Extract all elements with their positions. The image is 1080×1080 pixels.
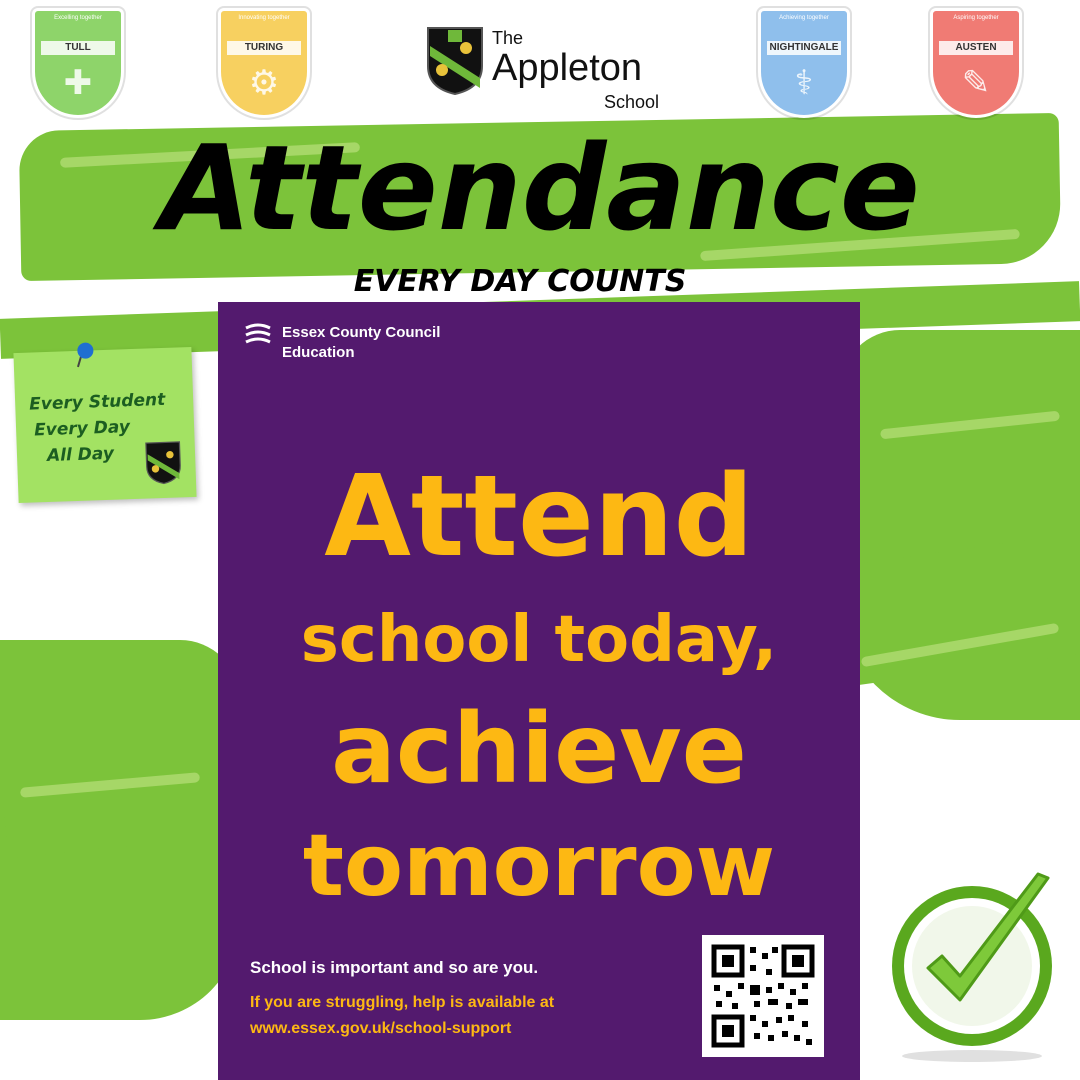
house-name: TULL <box>41 41 115 55</box>
house-shield-austen <box>930 8 1022 118</box>
headline-school-today: school today, <box>300 603 778 677</box>
push-pin-icon <box>73 340 98 369</box>
house-shield-turing <box>218 8 310 118</box>
sticky-note <box>13 347 196 503</box>
house-motto: Excelling together <box>54 15 102 21</box>
essex-seaxes-icon <box>244 322 272 348</box>
school-crest-icon <box>426 26 484 96</box>
headline-attend: Attend <box>324 452 754 582</box>
poster-body-white: School is important and so are you. <box>250 958 539 977</box>
logo-appleton: Appleton <box>492 47 643 89</box>
poster-help-text: If you are struggling, help is available at <box>250 994 555 1011</box>
gears-icon: ⚙ <box>248 63 280 103</box>
logo-school: School <box>604 92 660 112</box>
house-motto: Aspiring together <box>953 15 999 21</box>
house-name: NIGHTINGALE <box>767 41 841 55</box>
poster-help-url[interactable]: www.essex.gov.uk/school-support <box>250 1020 512 1037</box>
logo-the: The <box>492 28 524 48</box>
note-line-2: Every Day <box>33 417 131 441</box>
headline-achieve: achieve <box>331 693 747 805</box>
house-shield-tull <box>32 8 124 118</box>
celtic-cross-football-icon: ✚ <box>63 63 93 103</box>
house-motto: Achieving together <box>779 15 829 21</box>
page-subtitle: EVERY DAY COUNTS <box>353 264 687 299</box>
caduceus-icon: ⚕ <box>794 63 814 103</box>
note-line-1: Every Student <box>28 389 166 415</box>
house-shield-nightingale <box>758 8 850 118</box>
qr-code[interactable] <box>702 935 824 1057</box>
house-motto: Innovating together <box>238 15 290 21</box>
school-crest-icon <box>145 439 183 486</box>
page-title: Attendance <box>160 119 920 257</box>
qr-code-icon <box>702 935 824 1057</box>
school-logo <box>420 20 670 110</box>
house-name: TURING <box>227 41 301 55</box>
house-name: AUSTEN <box>939 41 1013 55</box>
council-department: Education <box>282 344 355 361</box>
note-line-3: All Day <box>46 443 115 467</box>
open-book-quill-icon: ✎ <box>961 63 991 103</box>
headline-tomorrow: tomorrow <box>302 816 776 916</box>
green-checkmark-circle-icon <box>888 868 1064 1064</box>
council-name: Essex County Council <box>282 324 441 341</box>
